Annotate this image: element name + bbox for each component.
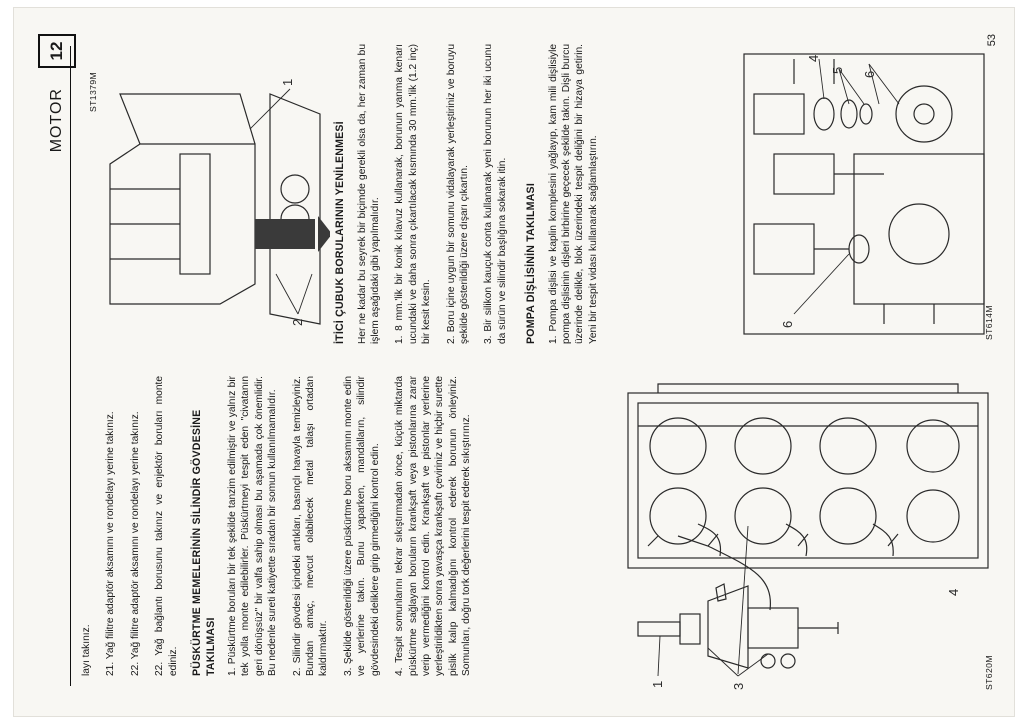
left-column xyxy=(80,376,485,676)
chapter-number-box: 12 xyxy=(38,34,76,68)
pump-step-1: 1. Pompa dişlisi ve kaplin komplesini yağlayıp, kam mili dişlisiyle pompa dişlisinin dişleri birbirine geçecek şekilde takın. Dişli burcu üzerinde delikle, blok üzerindeki tespit deliğini bir hizaya getirin. Yeni bir tespit vidası kullanarak sağlamlaştırın. xyxy=(547,44,599,344)
section-heading-pushrod: İTİCİ ÇUBUK BORULARININ YENİLENMESİ xyxy=(334,121,346,344)
pushrod-intro: Her ne kadar bu seyrek bir biçimde gerekli olsa da, her zaman bu işlem aşağıdaki gibi yapılmalıdır. xyxy=(356,44,381,344)
figure-injector-block xyxy=(598,366,1008,696)
callout-1-right: 1 xyxy=(280,78,295,86)
page-header xyxy=(28,26,72,694)
step-3: 3. Şekilde gösterildiği üzere püskürtme boru aksamını monte edin ve yerlerine takın. Bunu yaparken, mandalların, silindir gövdesindeki deliklere girip girmediğini kontrol edin. xyxy=(342,376,381,676)
figure-pump-gear xyxy=(734,44,994,344)
pushrod-step-2: 2. Boru içine uygun bir somunu vidalayarak yerleştiriniz ve boruyu şekilde gösterildiği üzere dışarı çıkartın. xyxy=(445,44,470,344)
section-heading: PÜSKÜRTME MEMELERİNİN SİLİNDİR GÖVDESİNE TAKILMASI xyxy=(191,409,217,676)
step-22-b: 22. Yağ bağlantı borusunu takınız ve enjektör boruları monte ediniz. xyxy=(154,376,179,676)
injector-block-drawing xyxy=(598,366,1008,696)
intro-text: layı takınız. xyxy=(81,624,92,676)
figure-code-2: ST614M xyxy=(984,305,994,340)
header-rule xyxy=(70,46,71,686)
pushrod-step-3: 3. Bir silikon kauçuk conta kullanarak yeni borunun her iki ucunu da sürün ve silindir başlığına sokarak itin. xyxy=(483,44,508,344)
figure-code-left: ST620M xyxy=(984,655,994,690)
callout-4-right: 4 xyxy=(806,54,821,62)
pushrod-step-1: 1. 8 mm.'lik bir konik kılavuz kullanarak, borunun yanma kenarı ucundaki ve daha sonra çıkartılacak kısmında 30 mm.'lik (1.2 inç) bir kesit kesin. xyxy=(394,44,433,344)
section-heading-pump: POMPA DİŞLİSİNİN TAKILMASI xyxy=(525,183,538,344)
callout-4: 4 xyxy=(946,588,961,596)
callout-6-a: 6 xyxy=(780,320,795,328)
step-1: 1. Püskürtme boruları bir tek şekilde tanzim edilmiştir ve yalnız bir tek yolla monte edilebilirler. Püskürtmeyi tespit eden "civatanın geri dönüşsüz" bir valfa sahip olması bu aşamada çok önemlidir. Bu nedenle sureti katiyette sıradan bir somun kullanılmamalıdır. xyxy=(227,376,279,676)
step-4: 4. Tespit somunlarını tekrar sıkıştırmadan önce, küçük miktarda püskürtme sağlayan boruların krankşaft veya pistonlarına zarar verip vermediğini kontrol edin. Krankşaft ve pistonlar yerlerine yerleştirildikten sonra yavaşça krankşaftı çeviriniz ve hiçbir surette pislik kalıp kalmadığını kontrol ederek borunun önleyiniz. Somunları, doğru tork değerlerini tespit ederek sıkıştırınız. xyxy=(394,376,473,676)
page-number: 53 xyxy=(986,34,998,47)
callout-3: 3 xyxy=(731,682,746,690)
callout-2: 2 xyxy=(290,318,305,326)
callout-6-b: 6 xyxy=(862,70,877,78)
figure-pushrod-tube xyxy=(80,44,330,344)
rotated-page xyxy=(14,8,1014,716)
callout-5: 5 xyxy=(830,66,845,74)
manual-page-scan xyxy=(14,8,1014,716)
right-text-block xyxy=(334,44,611,344)
section-title: MOTOR xyxy=(48,88,65,153)
callout-1: 1 xyxy=(650,680,665,688)
step-2: 2. Silindir gövdesi içindeki artıkları, basınçlı havayla temizleyiniz. Bundan amaç, mevcut olabilecek metal talaşı ortadan kaldırmaktır. xyxy=(291,376,330,676)
step-22-a: 22. Yağ filitre adaptör aksamını ve rondelayı yerine takınız. xyxy=(129,411,141,676)
pump-gear-drawing xyxy=(734,44,994,344)
pushrod-tube-drawing xyxy=(80,44,330,344)
figure-code-1: ST1379M xyxy=(88,71,98,112)
step-21: 21. Yağ filitre adaptör aksamını ve rondelayı yerine takınız. xyxy=(105,411,117,676)
